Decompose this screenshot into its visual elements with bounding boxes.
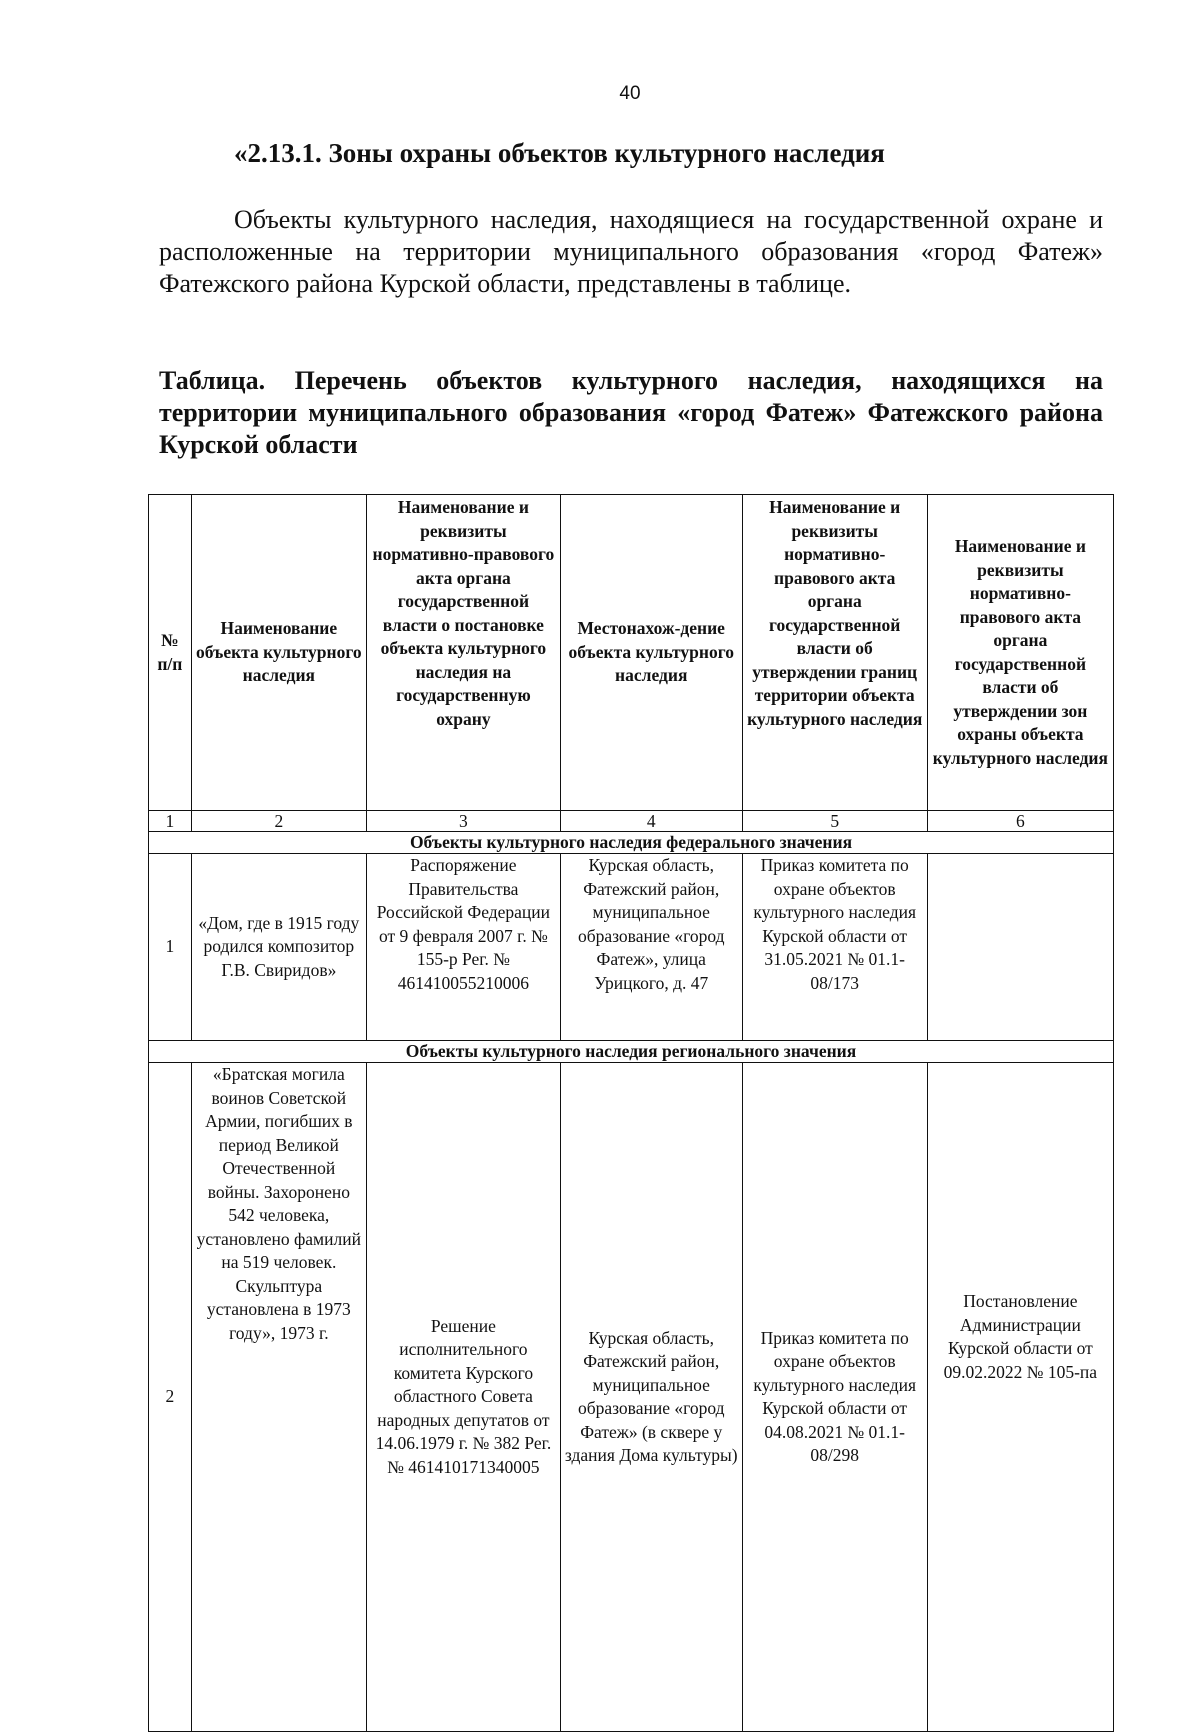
column-number: 5 bbox=[742, 811, 927, 832]
section-row-regional bbox=[149, 1041, 1114, 1063]
column-number: 3 bbox=[366, 811, 560, 832]
cell-protection-act: Решение исполнительного комитета Курского областного Совета народных депутатов от 14.06.1979 г. № 382 Рег. № 461410171340005 bbox=[366, 1063, 560, 1732]
table-header-row bbox=[149, 495, 1114, 811]
header-location: Местонахож-дение объекта культурного наследия bbox=[560, 495, 742, 811]
header-zones-act: Наименование и реквизиты нормативно-правового акта органа государственной власти об утверждении зон охраны объекта культурного наследия bbox=[927, 495, 1113, 811]
header-borders-act: Наименование и реквизиты нормативно-правового акта органа государственной власти об утверждении границ территории объекта культурного наследия bbox=[742, 495, 927, 811]
header-protection-act: Наименование и реквизиты нормативно-правового акта органа государственной власти о постановке объекта культурного наследия на государственную охрану bbox=[366, 495, 560, 811]
column-number: 4 bbox=[560, 811, 742, 832]
cell-borders-act: Приказ комитета по охране объектов культурного наследия Курской области от 04.08.2021 № 01.1-08/298 bbox=[742, 1063, 927, 1732]
section-row-federal bbox=[149, 832, 1114, 854]
cell-object-name: «Братская могила воинов Советской Армии, погибших в период Великой Отечественной войны. Захоронено 542 человека, установлено фамилий на 519 человек. Скульптура установлена в 1973 году», 1973 г. bbox=[191, 1063, 366, 1732]
column-number: 2 bbox=[191, 811, 366, 832]
cell-location: Курская область, Фатежский район, муниципальное образование «город Фатеж», улица Урицкого, д. 47 bbox=[560, 854, 742, 1041]
column-number: 1 bbox=[149, 811, 192, 832]
cell-borders-act: Приказ комитета по охране объектов культурного наследия Курской области от 31.05.2021 № 01.1-08/173 bbox=[742, 854, 927, 1041]
cell-object-name: «Дом, где в 1915 году родился композитор Г.В. Свиридов» bbox=[191, 854, 366, 1041]
heritage-objects-table bbox=[148, 494, 1114, 1732]
cell-protection-act: Распоряжение Правительства Российской Федерации от 9 февраля 2007 г. № 155-р Рег. № 461410055210006 bbox=[366, 854, 560, 1041]
cell-number: 2 bbox=[149, 1063, 192, 1732]
header-number: № п/п bbox=[149, 495, 192, 811]
cell-zones-act: Постановление Администрации Курской области от 09.02.2022 № 105-па bbox=[927, 1063, 1113, 1732]
page-number: 40 bbox=[619, 83, 641, 104]
section-title: Объекты культурного наследия регионального значения bbox=[149, 1041, 1114, 1063]
section-heading: «2.13.1. Зоны охраны объектов культурного наследия bbox=[234, 138, 885, 168]
table-row bbox=[149, 854, 1114, 1041]
cell-location: Курская область, Фатежский район, муниципальное образование «город Фатеж» (в сквере у здания Дома культуры) bbox=[560, 1063, 742, 1732]
cell-zones-act bbox=[927, 854, 1113, 1041]
cell-number: 1 bbox=[149, 854, 192, 1041]
section-title: Объекты культурного наследия федерального значения bbox=[149, 832, 1114, 854]
table-row bbox=[149, 1063, 1114, 1732]
table-caption: Таблица. Перечень объектов культурного наследия, находящихся на территории муниципального образования «город Фатеж» Фатежского района Курской области bbox=[159, 366, 1103, 459]
intro-paragraph: Объекты культурного наследия, находящиеся на государственной охране и расположенные на территории муниципального образования «город Фатеж» Фатежского района Курской области, представлены в таблице. bbox=[159, 205, 1103, 298]
header-object-name: Наименование объекта культурного наследия bbox=[191, 495, 366, 811]
column-number-row bbox=[149, 811, 1114, 832]
column-number: 6 bbox=[927, 811, 1113, 832]
